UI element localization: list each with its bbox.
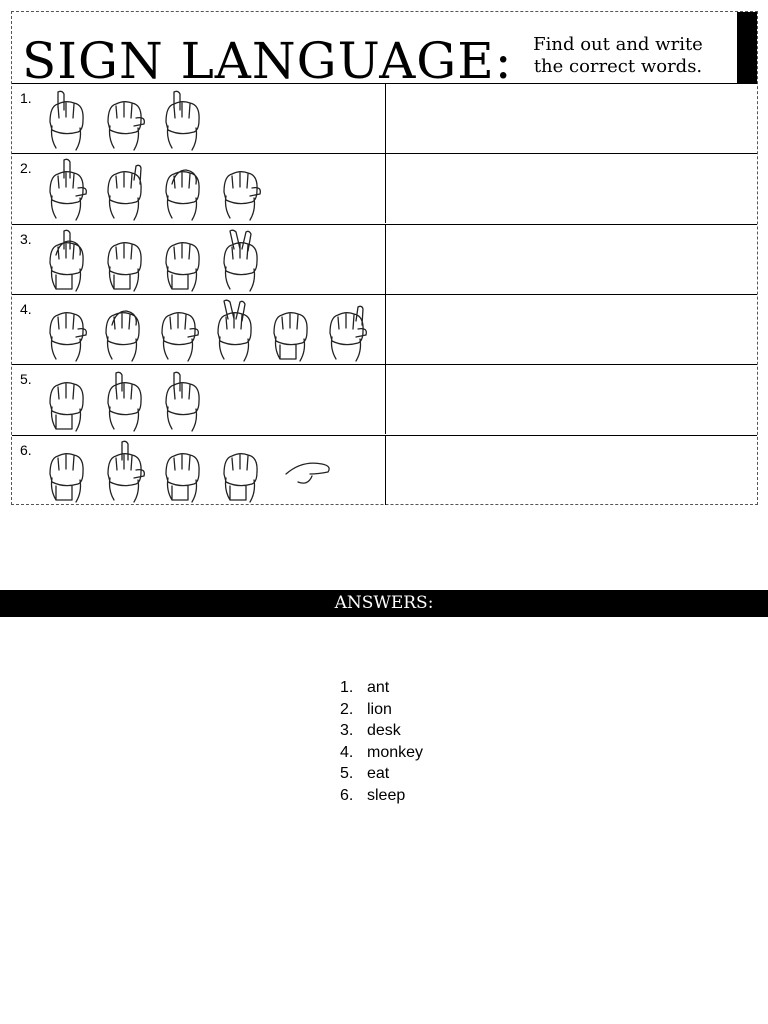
hand-sign-icon	[216, 229, 264, 293]
answer-word: lion	[367, 700, 392, 718]
hand-sign-icon	[100, 229, 148, 293]
answers-list	[340, 677, 423, 806]
hand-sign-icon	[100, 369, 148, 433]
answer-item	[340, 699, 423, 721]
exercise-row-4	[12, 294, 757, 364]
answer-item	[340, 763, 423, 785]
answer-item	[340, 742, 423, 764]
answers-heading: ANSWERS:	[334, 593, 434, 613]
corner-tab	[737, 12, 757, 83]
answer-item	[340, 720, 423, 742]
hand-sign-icon	[266, 299, 314, 363]
answer-item	[340, 785, 423, 807]
sign-cell	[12, 225, 386, 294]
exercise-number: 3.	[20, 231, 32, 247]
hand-sign-icon	[216, 440, 264, 504]
instruction-line-1: Find out and write	[533, 34, 703, 55]
hand-sign-icon	[154, 299, 202, 363]
hand-sign-icon	[100, 158, 148, 222]
instruction-line-2: the correct words.	[533, 56, 703, 77]
answer-word: monkey	[367, 743, 424, 761]
instruction-text	[507, 34, 729, 78]
page-title: SIGN LANGUAGE:	[22, 32, 513, 90]
answer-field[interactable]	[388, 365, 757, 434]
exercise-number: 6.	[20, 442, 32, 458]
exercise-number: 1.	[20, 90, 32, 106]
answer-word: desk	[367, 722, 401, 739]
answer-number: 3.	[340, 722, 354, 739]
answer-number: 4.	[340, 743, 354, 761]
hand-sign-icon	[42, 158, 90, 222]
hand-sign-icon	[42, 229, 90, 293]
answer-word: ant	[367, 679, 390, 696]
worksheet	[11, 11, 758, 505]
hand-sign-icon	[158, 369, 206, 433]
hand-sign-icon	[158, 440, 206, 504]
hand-sign-icon	[322, 299, 370, 363]
answer-number: 1.	[340, 679, 354, 696]
hand-sign-icon	[42, 369, 90, 433]
exercise-row-5	[12, 364, 757, 434]
answers-heading-bar	[0, 590, 768, 617]
answer-number: 6.	[340, 786, 354, 804]
answer-field[interactable]	[388, 295, 757, 364]
hand-sign-icon	[158, 158, 206, 222]
hand-sign-icon	[98, 299, 146, 363]
hand-sign-icon	[100, 440, 148, 504]
hand-sign-icon	[42, 88, 90, 152]
exercise-number: 5.	[20, 371, 32, 387]
hand-sign-icon	[216, 158, 264, 222]
hand-sign-icon	[158, 88, 206, 152]
answer-field[interactable]	[388, 225, 757, 294]
answer-field[interactable]	[388, 436, 757, 505]
exercise-number: 4.	[20, 301, 32, 317]
answer-field[interactable]	[388, 154, 757, 223]
sign-cell	[12, 154, 386, 223]
hand-sign-icon	[158, 229, 206, 293]
sign-cell	[12, 295, 386, 364]
exercise-row-2	[12, 153, 757, 223]
sign-cell	[12, 436, 386, 505]
hand-sign-icon	[42, 299, 90, 363]
hand-sign-icon	[42, 440, 90, 504]
hand-sign-icon	[100, 88, 148, 152]
exercise-row-6	[12, 435, 757, 505]
answer-field[interactable]	[388, 84, 757, 153]
sign-cell	[12, 365, 386, 434]
answer-word: sleep	[367, 786, 406, 804]
answer-item	[340, 677, 423, 699]
answer-number: 2.	[340, 700, 354, 718]
exercise-row-1	[12, 83, 757, 153]
hand-sign-icon	[210, 299, 258, 363]
hand-sign-icon	[274, 440, 346, 504]
answer-word: eat	[367, 765, 390, 782]
exercise-number: 2.	[20, 160, 32, 176]
answer-number: 5.	[340, 765, 354, 782]
sign-cell	[12, 84, 386, 153]
exercise-row-3	[12, 224, 757, 294]
